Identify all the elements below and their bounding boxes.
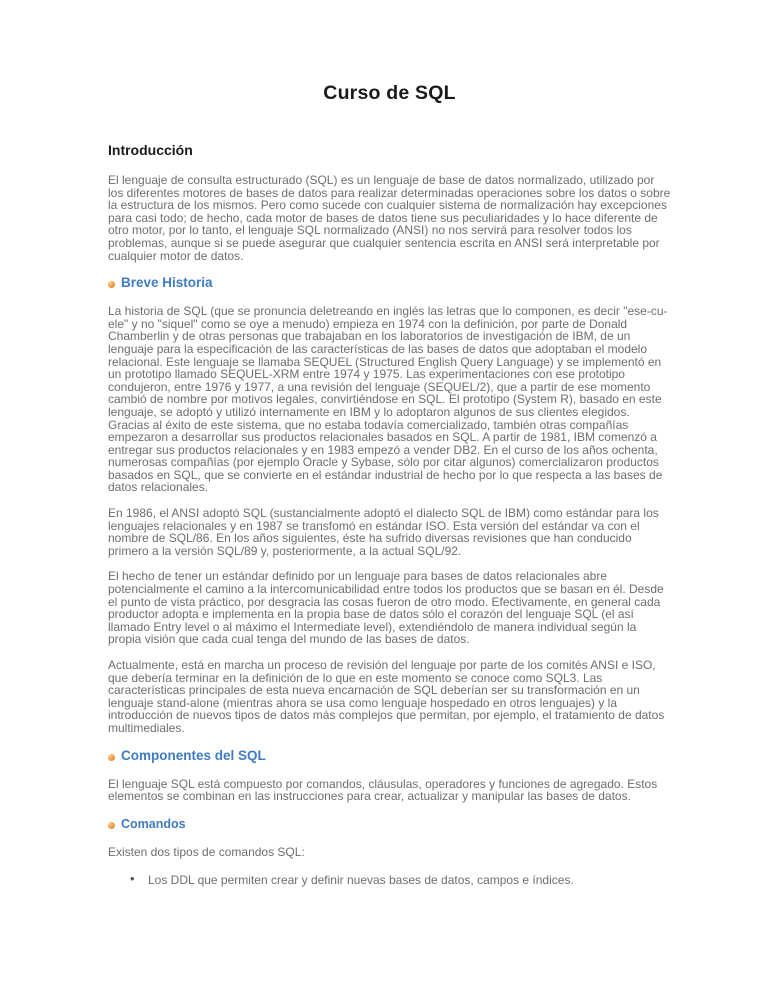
- comandos-list: [108, 874, 671, 887]
- orange-ball-bullet-icon: [108, 754, 115, 761]
- subsection-heading-label: Comandos: [121, 816, 186, 831]
- comandos-intro-paragraph: Existen dos tipos de comandos SQL:: [108, 844, 305, 859]
- section-heading-label: Breve Historia: [121, 275, 213, 291]
- subsection-heading-comandos: [108, 817, 671, 832]
- historia-paragraph-2: En 1986, el ANSI adoptó SQL (sustancialmente adoptó el dialecto SQL de IBM) como estándar para los lenguajes relacionales y en 1987 se transfomó en estándar ISO. Esta versión del estándar va con el nombre de SQL/86. En los años siguientes, éste ha sufrido diversas revisiones que han conducido primero a la versión SQL/89 y, posteriormente, a la actual SQL/92.: [108, 506, 659, 558]
- orange-ball-bullet-icon: [108, 281, 115, 288]
- historia-paragraph-1: La historia de SQL (que se pronuncia deletreando en inglés las letras que lo componen, es decir "ese-cu-ele" y no "siquel" como se oye a menudo) empieza en 1974 con la definición, por parte de Donald Chamberlin y de otras personas que trabajaban en los laboratorios de investigación de IBM, de un lenguaje para la especificación de las características de las bases de datos que adoptaban el modelo relacional. Este lenguaje se llamaba SEQUEL (Structured English Query Language) y se implementó en un prototipo llamado SEQUEL-XRM entre 1974 y 1975. Las experimentaciones con ese prototipo condujeron, entre 1976 y 1977, a una revisión del lenguaje (SEQUEL/2), que a partir de ese momento cambió de nombre por motivos legales, convirtiéndose en SQL. El prototipo (System R), basado en este lenguaje, se adoptó y utilizó internamente en IBM y lo adoptaron algunos de sus clientes elegidos. Gracias al éxito de este sistema, que no estaba todavía comercializado, también otras compañías empezaron a desarrollar sus productos relacionales basados en SQL. A partir de 1981, IBM comenzó a entregar sus productos relacionales y en 1983 empezó a vender DB2. En el curso de los años ochenta, numerosas compañías (por ejemplo Oracle y Sybase, sólo por citar algunos) comercializaron productos basados en SQL, que se convierte en el estándar industrial de hecho por lo que respecta a las bases de datos relacionales.: [108, 304, 668, 495]
- page-title: Curso de SQL: [323, 82, 456, 104]
- section-heading-label: Componentes del SQL: [121, 747, 266, 763]
- list-item-ddl: • Los DDL que permiten crear y definir nuevas bases de datos, campos e índices.: [108, 874, 671, 887]
- historia-paragraph-3: El hecho de tener un estándar definido por un lenguaje para bases de datos relacionales abre potencialmente el camino a la intercomunicabilidad entre todos los productos que se basan en él. Desde el punto de vista práctico, por desgracia las cosas fueron de otro modo. Efectivamente, en general cada productor adopta e implementa en la propia base de datos sólo el corazón del lenguaje SQL (el así llamado Entry level o al máximo el Intermediate level), extendiéndolo de manera individual según la propia visión que cada cual tenga del mundo de las bases de datos.: [108, 569, 664, 647]
- section-heading-introduccion: Introducción: [108, 142, 193, 158]
- componentes-paragraph: El lenguaje SQL está compuesto por comandos, cláusulas, operadores y funciones de agregado. Estos elementos se combinan en las instrucciones para crear, actualizar y manipular las bases de datos.: [108, 776, 658, 804]
- historia-paragraph-4: Actualmente, está en marcha un proceso de revisión del lenguaje por parte de los comités ANSI e ISO, que debería terminar en la definición de lo que en este momento se conoce como SQL3. Las características principales de esta nueva encarnación de SQL deberían ser su transformación en un lenguaje stand-alone (mientras ahora se usa como lenguaje hospedado en otros lenguajes) y la introducción de nuevos tipos de datos más complejos que permitan, por ejemplo, el tratamiento de datos multimediales.: [108, 658, 665, 735]
- section-heading-componentes-del-sql: [108, 748, 671, 764]
- orange-ball-bullet-icon: [108, 822, 115, 829]
- section-heading-breve-historia: [108, 275, 671, 291]
- intro-paragraph: El lenguaje de consulta estructurado (SQL) es un lenguaje de base de datos normalizado, utilizado por los diferentes motores de bases de datos para realizar determinadas operaciones sobre los datos o sobre la estructura de los mismos. Pero como sucede con cualquier sistema de normalización hay excepciones para casi todo; de hecho, cada motor de bases de datos tiene sus peculiaridades y lo hace diferente de otro motor, por lo tanto, el lenguaje SQL normalizado (ANSI) no nos servirá para resolver todos los problemas, aunque si se puede asegurar que cualquier sentencia escrita en ANSI será interpretable por cualquier motor de datos.: [108, 173, 671, 263]
